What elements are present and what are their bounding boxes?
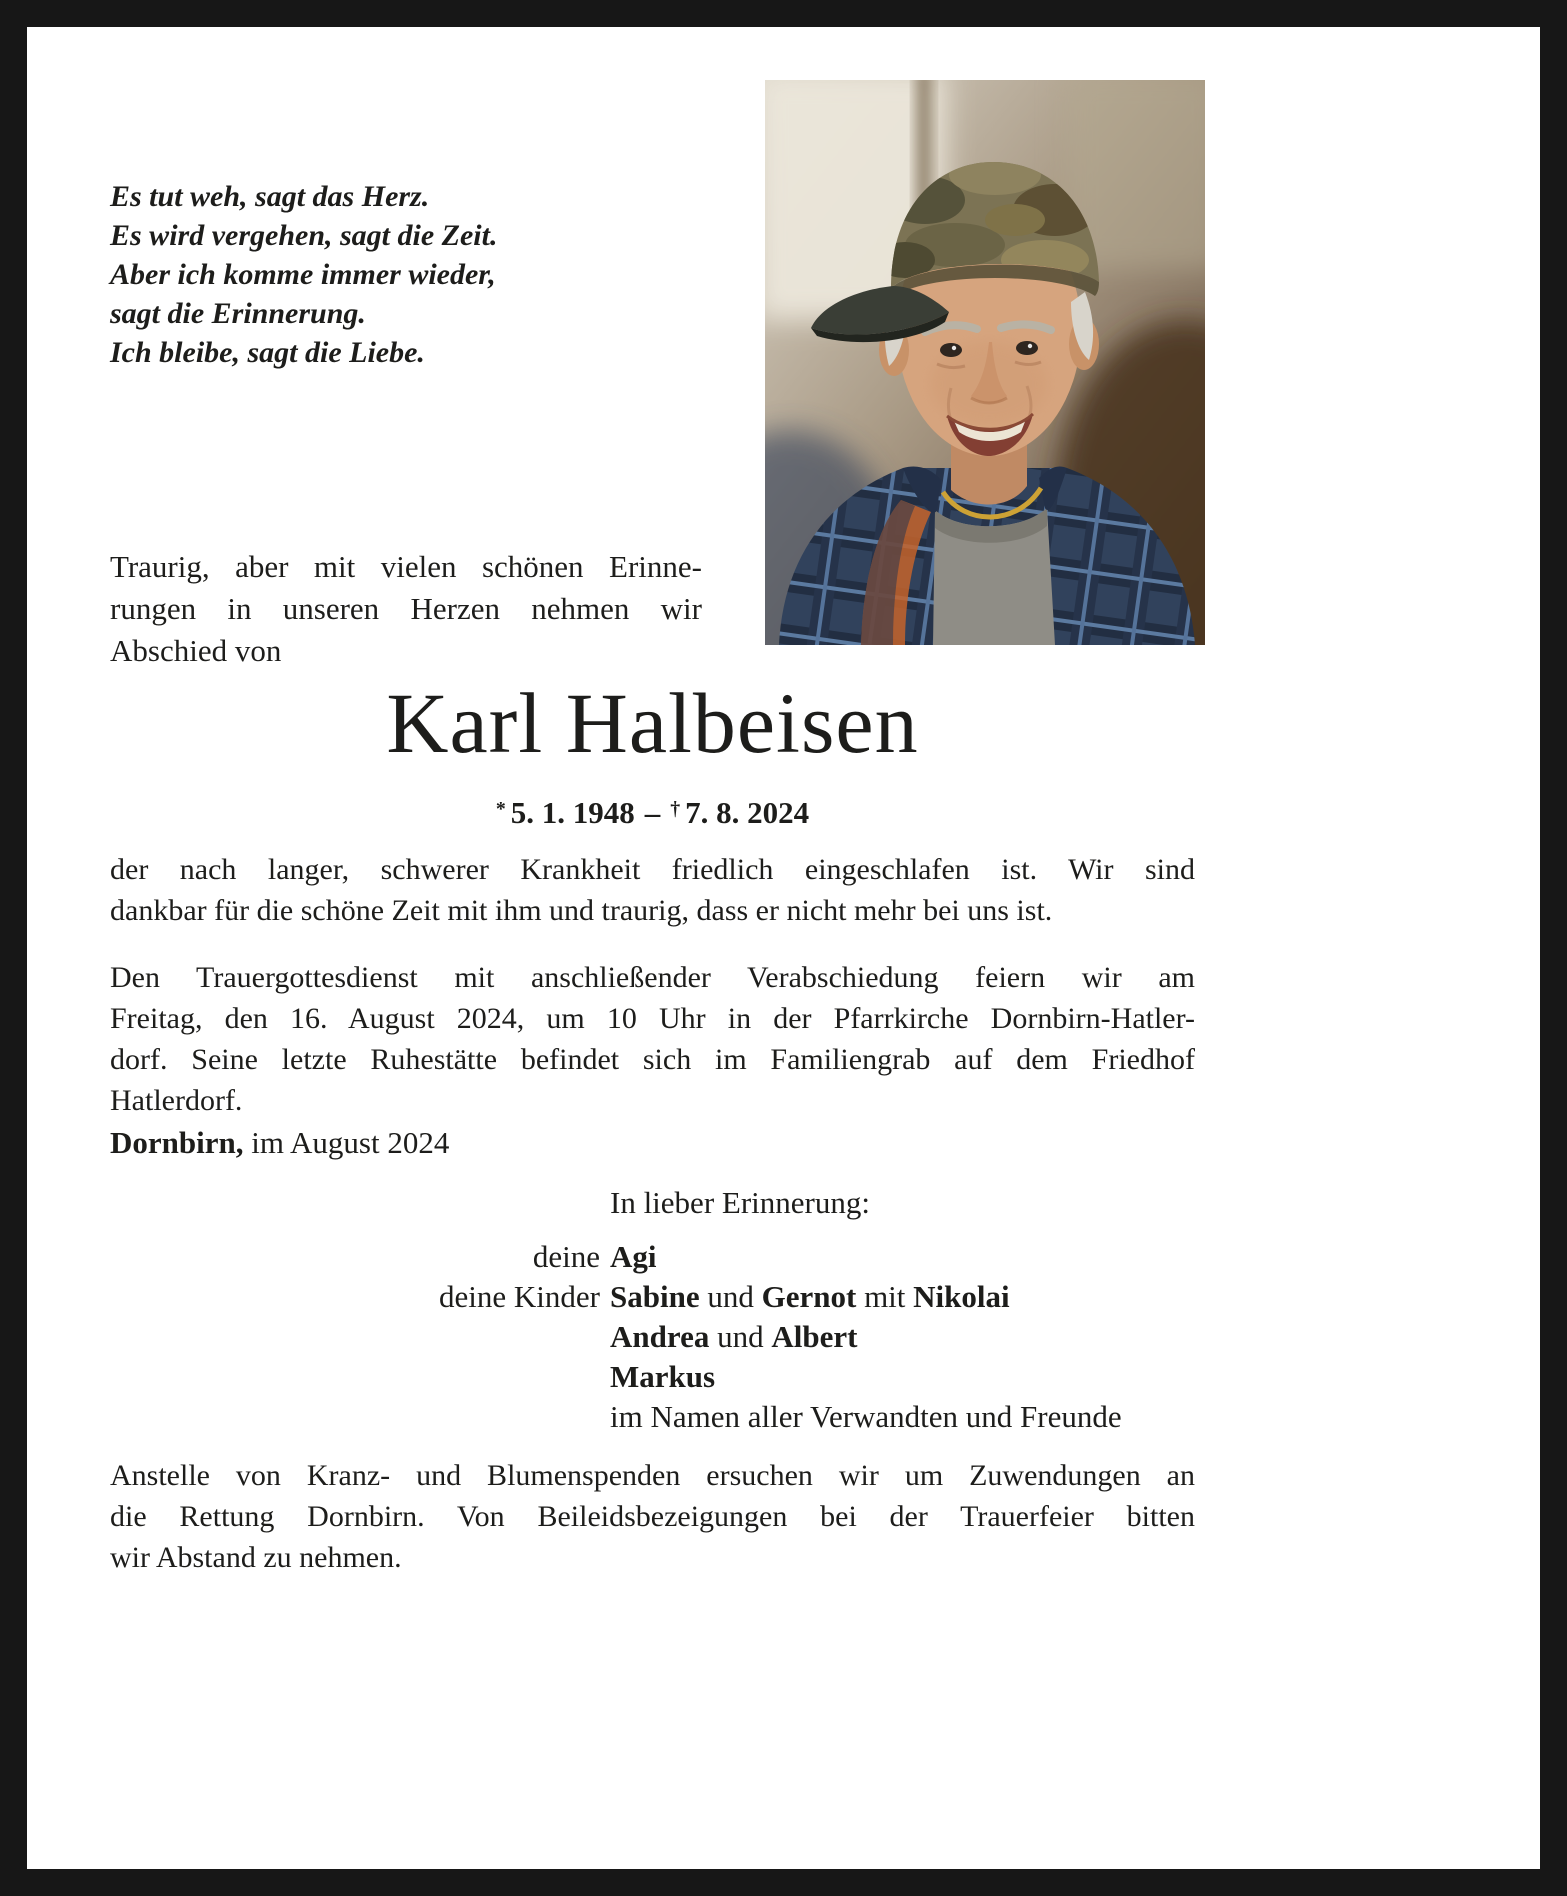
names-joiner: und bbox=[699, 1279, 762, 1314]
remembrance-label-children: deine Kinder bbox=[439, 1279, 600, 1314]
text-line: rungen in unseren Herzen nehmen wir bbox=[110, 591, 702, 626]
remembrance-names-children-3 bbox=[610, 1357, 1195, 1397]
dates-separator: – bbox=[644, 795, 661, 830]
remembrance-names-children-2 bbox=[610, 1317, 1195, 1357]
paragraph-donations bbox=[110, 1455, 1195, 1578]
mourner-name: Markus bbox=[610, 1359, 716, 1394]
mourner-name: Andrea bbox=[610, 1319, 710, 1354]
remembrance-label-empty bbox=[110, 1317, 600, 1357]
death-cross-symbol: † bbox=[670, 797, 681, 820]
obituary-paper bbox=[27, 27, 1540, 1869]
remembrance-block bbox=[110, 1183, 1195, 1437]
place-city: Dornbirn, bbox=[110, 1125, 244, 1160]
text-line: die Rettung Dornbirn. Von Beileidsbezeigungen bei der Trauerfeier bitten bbox=[110, 1500, 1195, 1533]
text-line: Anstelle von Kranz- und Blumenspenden ersuchen wir um Zuwendungen an bbox=[110, 1459, 1195, 1492]
place-date: im August 2024 bbox=[251, 1125, 450, 1160]
text-line: Aber ich komme immer wieder, bbox=[110, 258, 496, 291]
text-line: Den Trauergottesdienst mit anschließender Verabschiedung feiern wir am bbox=[110, 961, 1195, 994]
birth-star-symbol: * bbox=[495, 797, 506, 820]
text-line: dankbar für die schöne Zeit mit ihm und traurig, dass er nicht mehr bei uns ist. bbox=[110, 894, 1053, 927]
mourner-name: Albert bbox=[771, 1319, 858, 1354]
text-line: Abschied von bbox=[110, 633, 282, 668]
life-dates bbox=[110, 795, 1195, 831]
portrait-photo bbox=[765, 80, 1205, 645]
text-line: Es wird vergehen, sagt die Zeit. bbox=[110, 219, 498, 252]
text-line: der nach langer, schwerer Krankheit friedlich eingeschlafen ist. Wir sind bbox=[110, 853, 1195, 886]
deceased-name: Karl Halbeisen bbox=[386, 675, 919, 771]
death-date: 7. 8. 2024 bbox=[685, 795, 810, 830]
remembrance-label-wife: deine bbox=[532, 1239, 600, 1274]
paragraph-funeral-service bbox=[110, 957, 1195, 1121]
remembrance-label-empty bbox=[110, 1357, 600, 1397]
text-line: sagt die Erinnerung. bbox=[110, 297, 366, 330]
remembrance-rows bbox=[110, 1237, 1195, 1437]
text-line: Freitag, den 16. August 2024, um 10 Uhr in der Pfarrkirche Dornbirn-Hatler- bbox=[110, 1002, 1195, 1035]
remembrance-names-wife bbox=[610, 1237, 1195, 1277]
text-line: Traurig, aber mit vielen schönen Erinne- bbox=[110, 549, 702, 584]
mourner-name: Sabine bbox=[610, 1279, 700, 1314]
text-line: Hatlerdorf. bbox=[110, 1084, 243, 1117]
text-line: wir Abstand zu nehmen. bbox=[110, 1541, 402, 1574]
farewell-intro bbox=[110, 546, 702, 672]
mourner-name: Nikolai bbox=[913, 1279, 1010, 1314]
remembrance-names-children-1 bbox=[610, 1277, 1195, 1317]
names-joiner: und bbox=[709, 1319, 772, 1354]
birth-date: 5. 1. 1948 bbox=[510, 795, 635, 830]
mourner-name: Agi bbox=[610, 1239, 657, 1274]
text-line: Es tut weh, sagt das Herz. bbox=[110, 180, 430, 213]
text-line: dorf. Seine letzte Ruhestätte befindet sich im Familiengrab auf dem Friedhof bbox=[110, 1043, 1195, 1076]
remembrance-closing: im Namen aller Verwandten und Freunde bbox=[610, 1399, 1122, 1434]
paragraph-passing bbox=[110, 849, 1195, 931]
portrait-illustration bbox=[765, 80, 1205, 645]
remembrance-label-empty bbox=[110, 1397, 600, 1437]
memorial-poem bbox=[110, 177, 710, 372]
text-line: Ich bleibe, sagt die Liebe. bbox=[110, 336, 425, 369]
names-joiner: mit bbox=[856, 1279, 914, 1314]
mourner-name: Gernot bbox=[761, 1279, 857, 1314]
place-date-line bbox=[110, 1125, 1195, 1161]
remembrance-title: In lieber Erinnerung: bbox=[610, 1185, 870, 1220]
